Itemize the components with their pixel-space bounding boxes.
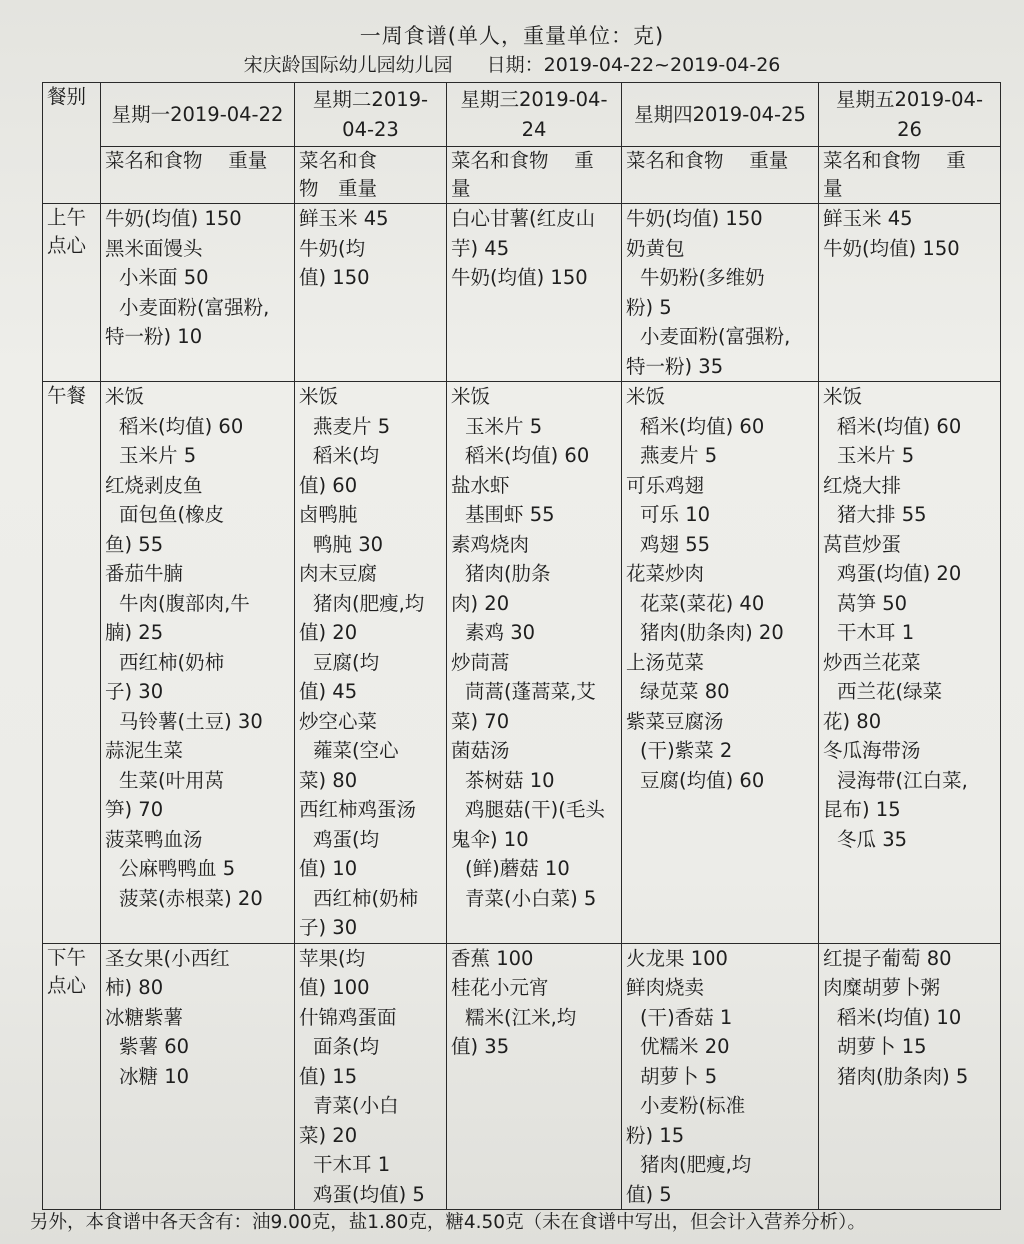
- dish-line: 奶黄包: [626, 236, 685, 260]
- ingredient-line: 稻米(均值) 10: [837, 1005, 962, 1029]
- dish-line: 值) 150: [299, 266, 370, 289]
- dish-line: 花菜炒肉: [626, 562, 705, 585]
- ingredient-line: 鸭肫 30: [313, 532, 384, 556]
- day-header: [295, 83, 447, 147]
- ingredient-line: 马铃薯(土豆) 30: [119, 709, 263, 733]
- dish-line: 肉) 20: [451, 591, 510, 615]
- menu-cell: [447, 204, 622, 382]
- dish-line: 炒空心菜: [299, 709, 378, 733]
- dish-line: 特一粉) 10: [105, 325, 203, 348]
- header-line: 星期五2019-04-: [835, 87, 983, 111]
- dish-line: 米饭: [823, 385, 863, 408]
- ingredient-line: 菠菜(赤根菜) 20: [119, 886, 263, 910]
- meal-label: [43, 382, 101, 944]
- header-line: 星期三2019-04-: [460, 87, 608, 111]
- meal-column-header: 餐别: [43, 83, 101, 204]
- dish-line: 子) 30: [299, 916, 358, 939]
- ingredient-line: 燕麦片 5: [640, 444, 718, 467]
- dish-line: 肉糜胡萝卜粥: [823, 976, 941, 999]
- ingredient-line: 蕹菜(空心: [313, 739, 399, 762]
- ingredient-line: 鸡蛋(均: [313, 827, 380, 851]
- dish-line: 鲜玉米 45: [823, 207, 913, 230]
- dish-line: 西红柿鸡蛋汤: [299, 798, 417, 821]
- dish-line: 冬瓜海带汤: [823, 739, 921, 762]
- ingredient-line: 鸡腿菇(干)(毛头: [465, 798, 605, 821]
- ingredient-line: (鲜)蘑菇 10: [465, 857, 570, 880]
- dish-line: 柿) 80: [105, 976, 164, 999]
- ingredient-line: 花菜(菜花) 40: [640, 591, 765, 615]
- header-line: 量: [823, 177, 843, 200]
- ingredient-line: 浸海带(江白菜,: [837, 768, 968, 792]
- dish-line: 鬼伞) 10: [451, 827, 529, 851]
- dish-line: 火龙果 100: [626, 946, 728, 970]
- dish-line: 紫菜豆腐汤: [626, 709, 724, 733]
- dish-line: 特一粉) 35: [626, 354, 724, 378]
- ingredient-line: 稻米(均值) 60: [837, 414, 962, 438]
- dish-line: 圣女果(小西红: [105, 946, 230, 970]
- ingredient-line: 茼蒿(蓬蒿菜,艾: [465, 680, 596, 703]
- dish-line: 子) 30: [105, 680, 164, 703]
- menu-cell: [101, 943, 295, 1210]
- dish-line: 牛奶(均值) 150: [823, 236, 960, 260]
- ingredient-line: 鸡翅 55: [640, 532, 711, 556]
- dish-line: 腩) 25: [105, 621, 164, 644]
- dish-line: 值) 20: [299, 621, 358, 644]
- ingredient-line: 玉米片 5: [465, 414, 543, 438]
- menu-cell: [447, 382, 622, 944]
- menu-cell: [622, 382, 819, 944]
- header-line: 菜名和食物 重量: [105, 149, 268, 172]
- dish-line: 盐水虾: [451, 473, 510, 497]
- ingredient-line: 豆腐(均值) 60: [640, 768, 765, 792]
- day-header: [819, 83, 1001, 147]
- ingredient-line: 玉米片 5: [837, 444, 915, 467]
- dish-line: 菜) 70: [451, 709, 510, 733]
- dish-line: 炒西兰花菜: [823, 650, 921, 674]
- ingredient-line: 糯米(江米,均: [465, 1005, 577, 1029]
- column-subheader: [101, 147, 295, 204]
- ingredient-line: 冰糖 10: [119, 1064, 190, 1088]
- ingredient-line: 青菜(小白菜) 5: [465, 886, 597, 910]
- menu-cell: [819, 943, 1001, 1210]
- ingredient-line: 猪肉(肋条肉) 5: [837, 1064, 969, 1088]
- day-header: [101, 83, 295, 147]
- meal-name: 点心: [47, 234, 87, 257]
- dish-line: 肉末豆腐: [299, 562, 378, 585]
- ingredient-line: 豆腐(均: [313, 650, 380, 674]
- dish-line: 可乐鸡翅: [626, 473, 705, 497]
- ingredient-line: 猪肉(肥瘦,均: [313, 591, 425, 615]
- dish-line: 菜) 80: [299, 768, 358, 792]
- dish-line: 白心甘薯(红皮山: [451, 207, 596, 230]
- meal-name: 下午: [47, 945, 87, 969]
- menu-cell: [295, 204, 447, 382]
- menu-cell: [101, 204, 295, 382]
- dish-line: 值) 45: [299, 680, 358, 703]
- column-subheader: [819, 147, 1001, 204]
- dish-line: 昆布) 15: [823, 798, 901, 821]
- menu-cell: [447, 943, 622, 1210]
- dish-line: 红提子葡萄 80: [823, 946, 952, 970]
- ingredient-line: 西兰花(绿菜: [837, 680, 943, 703]
- header-line: 菜名和食: [299, 149, 378, 172]
- header-line: 星期四2019-04-25: [634, 102, 806, 126]
- header-line: 菜名和食物 重量: [626, 149, 789, 172]
- ingredient-line: 青菜(小白: [313, 1094, 399, 1117]
- dish-line: 米饭: [105, 385, 145, 408]
- dish-line: 值) 60: [299, 473, 358, 497]
- column-subheader: [622, 147, 819, 204]
- ingredient-line: 素鸡 30: [465, 621, 536, 644]
- menu-cell: [101, 382, 295, 944]
- dish-line: 米饭: [451, 385, 491, 408]
- dish-line: 上汤苋菜: [626, 650, 705, 674]
- dish-line: 粉) 15: [626, 1123, 685, 1147]
- header-line: 26: [897, 117, 922, 141]
- menu-cell: [295, 943, 447, 1210]
- dish-line: 鱼) 55: [105, 532, 164, 556]
- column-subheader: [447, 147, 622, 204]
- footer-note: 另外，本食谱中各天含有：油9.00克，盐1.80克，糖4.50克（未在食谱中写出，但会计入营养分析）。: [30, 1212, 866, 1233]
- dish-line: 笋) 70: [105, 798, 164, 821]
- dish-line: 花) 80: [823, 709, 882, 733]
- ingredient-line: 稻米(均值) 60: [119, 414, 244, 438]
- dish-line: 冰糖紫薯: [105, 1005, 184, 1029]
- ingredient-line: 鸡蛋(均值) 5: [313, 1182, 425, 1206]
- dish-line: 值) 5: [626, 1182, 672, 1206]
- dish-line: 牛奶(均值) 150: [626, 207, 763, 230]
- dish-line: 芋) 45: [451, 236, 510, 260]
- header-line: 24: [521, 117, 547, 141]
- dish-line: 蒜泥生菜: [105, 739, 184, 762]
- header-line: 物 重量: [299, 177, 378, 200]
- dish-line: 值) 100: [299, 976, 370, 999]
- page-title: 一周食谱(单人，重量单位：克): [359, 24, 665, 48]
- column-subheader: [295, 147, 447, 204]
- dish-line: 值) 35: [451, 1035, 510, 1058]
- ingredient-line: 胡萝卜 15: [837, 1035, 927, 1058]
- ingredient-line: 胡萝卜 5: [640, 1064, 718, 1088]
- dish-line: 苹果(均: [299, 946, 366, 970]
- dish-line: 鲜肉烧卖: [626, 976, 705, 999]
- ingredient-line: 稻米(均值) 60: [640, 414, 765, 438]
- ingredient-line: 紫薯 60: [119, 1035, 190, 1058]
- dish-line: 米饭: [299, 385, 339, 408]
- ingredient-line: 鸡蛋(均值) 20: [837, 562, 962, 585]
- dish-line: 值) 15: [299, 1064, 358, 1088]
- ingredient-line: 干木耳 1: [313, 1153, 391, 1176]
- menu-cell: [295, 382, 447, 944]
- header-line: 菜名和食物 重: [451, 149, 594, 172]
- dish-line: 米饭: [626, 385, 666, 408]
- school-name: 宋庆龄国际幼儿园幼儿园: [243, 54, 453, 76]
- menu-cell: [622, 204, 819, 382]
- ingredient-line: 猪肉(肋条: [465, 562, 551, 585]
- header-line: 04-23: [342, 117, 399, 141]
- dish-line: 炒茼蒿: [451, 650, 510, 674]
- meal-label: [43, 204, 101, 382]
- ingredient-line: 牛奶粉(多维奶: [640, 266, 765, 289]
- meal-row-morning-snack: [43, 204, 1001, 382]
- weekly-menu-table: [42, 82, 1001, 1210]
- meal-name: 上午: [47, 206, 87, 229]
- ingredient-line: 小麦面粉(富强粉,: [640, 325, 791, 348]
- ingredient-line: 小麦面粉(富强粉,: [119, 295, 270, 319]
- ingredient-line: 冬瓜 35: [837, 827, 908, 851]
- menu-cell: [819, 382, 1001, 944]
- ingredient-line: (干)香菇 1: [640, 1005, 733, 1029]
- dish-line: 红烧大排: [823, 473, 902, 497]
- dish-line: 番茄牛腩: [105, 562, 184, 585]
- ingredient-line: 茶树菇 10: [465, 768, 555, 792]
- dish-line: 莴苣炒蛋: [823, 532, 902, 556]
- menu-cell: [819, 204, 1001, 382]
- meal-row-lunch: [43, 382, 1001, 944]
- day-header: [447, 83, 622, 147]
- meal-row-afternoon-snack: [43, 943, 1001, 1210]
- ingredient-line: 优糯米 20: [640, 1035, 730, 1058]
- dish-line: 值) 10: [299, 857, 358, 880]
- dish-line: 桂花小元宵: [451, 976, 549, 999]
- ingredient-line: (干)紫菜 2: [640, 739, 733, 762]
- ingredient-line: 西红柿(奶柿: [119, 650, 225, 674]
- ingredient-line: 莴笋 50: [837, 591, 908, 615]
- ingredient-line: 猪肉(肋条肉) 20: [640, 621, 784, 644]
- ingredient-line: 干木耳 1: [837, 621, 915, 644]
- ingredient-line: 稻米(均: [313, 444, 380, 467]
- meal-label: [43, 943, 101, 1210]
- ingredient-line: 面条(均: [313, 1035, 380, 1058]
- subheader-row: [43, 147, 1001, 204]
- ingredient-line: 猪大排 55: [837, 503, 927, 526]
- dish-line: 菠菜鸭血汤: [105, 827, 203, 851]
- subtitle: [0, 50, 1024, 77]
- ingredient-line: 基围虾 55: [465, 503, 555, 526]
- ingredient-line: 公麻鸭鸭血 5: [119, 857, 236, 880]
- ingredient-line: 面包鱼(橡皮: [119, 503, 225, 526]
- ingredient-line: 绿苋菜 80: [640, 680, 730, 703]
- dish-line: 牛奶(均值) 150: [451, 266, 588, 289]
- header-line: 星期二2019-: [312, 87, 429, 111]
- ingredient-line: 可乐 10: [640, 503, 711, 526]
- dish-line: 黑米面馒头: [105, 236, 203, 260]
- dish-line: 什锦鸡蛋面: [299, 1005, 397, 1029]
- ingredient-line: 生菜(叶用莴: [119, 768, 225, 792]
- ingredient-line: 猪肉(肥瘦,均: [640, 1153, 752, 1176]
- day-header-row: [43, 83, 1001, 147]
- dish-line: 牛奶(均值) 150: [105, 207, 242, 230]
- dish-line: 香蕉 100: [451, 946, 534, 970]
- dish-line: 鲜玉米 45: [299, 207, 389, 230]
- dish-line: 素鸡烧肉: [451, 532, 530, 556]
- header-line: 菜名和食物 重: [823, 149, 966, 172]
- ingredient-line: 燕麦片 5: [313, 414, 391, 438]
- ingredient-line: 小米面 50: [119, 266, 209, 289]
- menu-cell: [622, 943, 819, 1210]
- meal-name: 午餐: [47, 384, 87, 407]
- header-line: 星期一2019-04-22: [111, 102, 284, 126]
- dish-line: 粉) 5: [626, 295, 672, 319]
- dish-line: 菜) 20: [299, 1123, 358, 1147]
- ingredient-line: 牛肉(腹部肉,牛: [119, 591, 250, 615]
- ingredient-line: 西红柿(奶柿: [313, 886, 419, 910]
- date-range: 日期：2019-04-22~2019-04-26: [486, 54, 781, 76]
- dish-line: 牛奶(均: [299, 236, 366, 260]
- dish-line: 红烧剥皮鱼: [105, 473, 203, 497]
- dish-line: 菌菇汤: [451, 739, 510, 762]
- ingredient-line: 小麦粉(标准: [640, 1094, 746, 1117]
- header-line: 量: [451, 177, 471, 200]
- meal-name: 点心: [47, 973, 87, 997]
- ingredient-line: 稻米(均值) 60: [465, 444, 590, 467]
- ingredient-line: 玉米片 5: [119, 444, 197, 467]
- dish-line: 卤鸭肫: [299, 503, 358, 526]
- day-header: [622, 83, 819, 147]
